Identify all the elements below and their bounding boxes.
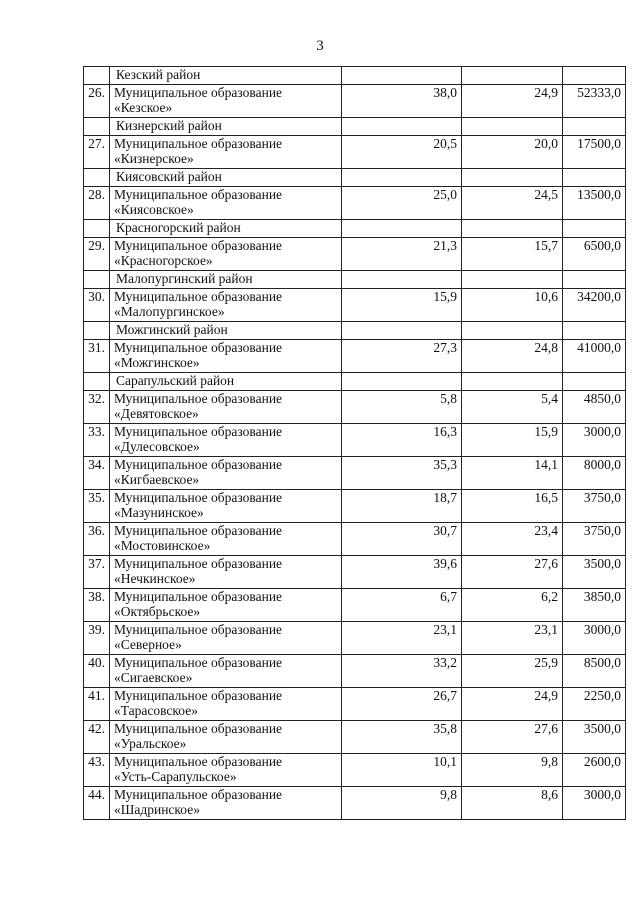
value-cell-1 <box>342 220 462 238</box>
entity-type: Муниципальное образование <box>114 754 283 769</box>
row-number: 40. <box>84 655 110 688</box>
entity-type: Муниципальное образование <box>114 523 283 538</box>
entity-name <box>110 787 342 820</box>
row-number: 26. <box>84 85 110 118</box>
value-cell-2: 15,9 <box>462 424 563 457</box>
entity-name <box>110 589 342 622</box>
value-cell-2: 24,9 <box>462 688 563 721</box>
entity-type: Муниципальное образование <box>114 457 283 472</box>
value-cell-1 <box>342 118 462 136</box>
value-cell-1 <box>342 169 462 187</box>
district-name: Сарапульский район <box>110 373 342 391</box>
value-cell-1: 39,6 <box>342 556 462 589</box>
entity-title: «Дулесовское» <box>114 439 200 454</box>
value-cell-3: 3750,0 <box>563 523 626 556</box>
district-name: Красногорский район <box>110 220 342 238</box>
entity-title: «Девятовское» <box>114 406 199 421</box>
value-cell-1 <box>342 271 462 289</box>
value-cell-3 <box>563 322 626 340</box>
district-name: Можгинский район <box>110 322 342 340</box>
district-row <box>84 118 626 136</box>
value-cell-1: 35,8 <box>342 721 462 754</box>
value-cell-2: 20,0 <box>462 136 563 169</box>
entity-title: «Кезское» <box>114 100 173 115</box>
entity-name <box>110 340 342 373</box>
value-cell-2 <box>462 220 563 238</box>
table-row <box>84 622 626 655</box>
table-row <box>84 490 626 523</box>
value-cell-3: 17500,0 <box>563 136 626 169</box>
district-name: Кезский район <box>110 67 342 85</box>
table-row <box>84 556 626 589</box>
entity-type: Муниципальное образование <box>114 187 283 202</box>
entity-type: Муниципальное образование <box>114 787 283 802</box>
entity-name <box>110 238 342 271</box>
value-cell-2 <box>462 118 563 136</box>
value-cell-1: 26,7 <box>342 688 462 721</box>
district-name: Малопургинский район <box>110 271 342 289</box>
table-row <box>84 187 626 220</box>
entity-type: Муниципальное образование <box>114 136 283 151</box>
value-cell-2: 24,9 <box>462 85 563 118</box>
district-name: Киясовский район <box>110 169 342 187</box>
value-cell-3 <box>563 118 626 136</box>
value-cell-3: 2600,0 <box>563 754 626 787</box>
row-number: 30. <box>84 289 110 322</box>
row-number: 41. <box>84 688 110 721</box>
table-row <box>84 289 626 322</box>
row-number: 28. <box>84 187 110 220</box>
row-number-cell <box>84 373 110 391</box>
value-cell-1: 21,3 <box>342 238 462 271</box>
value-cell-1: 25,0 <box>342 187 462 220</box>
value-cell-2: 24,8 <box>462 340 563 373</box>
table-row <box>84 136 626 169</box>
row-number: 35. <box>84 490 110 523</box>
entity-title: «Мостовинское» <box>114 538 211 553</box>
value-cell-3: 34200,0 <box>563 289 626 322</box>
table-row <box>84 589 626 622</box>
entity-title: «Мазунинское» <box>114 505 204 520</box>
table-row <box>84 391 626 424</box>
table-row <box>84 457 626 490</box>
district-row <box>84 169 626 187</box>
value-cell-2: 27,6 <box>462 556 563 589</box>
row-number: 38. <box>84 589 110 622</box>
table-body <box>84 67 626 820</box>
entity-name <box>110 289 342 322</box>
row-number: 32. <box>84 391 110 424</box>
district-row <box>84 271 626 289</box>
entity-name <box>110 490 342 523</box>
page-number: 3 <box>316 38 324 54</box>
value-cell-2: 25,9 <box>462 655 563 688</box>
district-name: Кизнерский район <box>110 118 342 136</box>
value-cell-1: 15,9 <box>342 289 462 322</box>
value-cell-3: 3500,0 <box>563 721 626 754</box>
value-cell-2 <box>462 373 563 391</box>
value-cell-1 <box>342 67 462 85</box>
row-number-cell <box>84 322 110 340</box>
entity-title: «Тарасовское» <box>114 703 198 718</box>
row-number: 34. <box>84 457 110 490</box>
value-cell-1: 23,1 <box>342 622 462 655</box>
value-cell-3: 3500,0 <box>563 556 626 589</box>
value-cell-3: 3000,0 <box>563 424 626 457</box>
value-cell-1: 6,7 <box>342 589 462 622</box>
entity-name <box>110 721 342 754</box>
row-number: 37. <box>84 556 110 589</box>
value-cell-3: 4850,0 <box>563 391 626 424</box>
entity-title: «Киясовское» <box>114 202 194 217</box>
entity-type: Муниципальное образование <box>114 655 283 670</box>
value-cell-2 <box>462 322 563 340</box>
table-row <box>84 340 626 373</box>
entity-type: Муниципальное образование <box>114 556 283 571</box>
district-row <box>84 220 626 238</box>
row-number: 36. <box>84 523 110 556</box>
value-cell-2: 27,6 <box>462 721 563 754</box>
entity-title: «Северное» <box>114 637 182 652</box>
table-row <box>84 754 626 787</box>
table-row <box>84 85 626 118</box>
value-cell-2 <box>462 271 563 289</box>
value-cell-2: 23,4 <box>462 523 563 556</box>
entity-name <box>110 391 342 424</box>
value-cell-2: 16,5 <box>462 490 563 523</box>
row-number: 42. <box>84 721 110 754</box>
entity-title: «Красногорское» <box>114 253 213 268</box>
row-number: 33. <box>84 424 110 457</box>
entity-type: Муниципальное образование <box>114 589 283 604</box>
value-cell-2: 15,7 <box>462 238 563 271</box>
value-cell-3 <box>563 220 626 238</box>
value-cell-3: 8000,0 <box>563 457 626 490</box>
value-cell-3 <box>563 373 626 391</box>
value-cell-2: 14,1 <box>462 457 563 490</box>
entity-title: «Усть-Сарапульское» <box>114 769 237 784</box>
entity-type: Муниципальное образование <box>114 238 283 253</box>
entity-name <box>110 754 342 787</box>
value-cell-2: 8,6 <box>462 787 563 820</box>
entity-title: «Кигбаевское» <box>114 472 200 487</box>
row-number-cell <box>84 169 110 187</box>
table-row <box>84 424 626 457</box>
value-cell-2: 24,5 <box>462 187 563 220</box>
value-cell-3: 3750,0 <box>563 490 626 523</box>
value-cell-3 <box>563 271 626 289</box>
value-cell-2 <box>462 67 563 85</box>
row-number: 39. <box>84 622 110 655</box>
value-cell-3 <box>563 67 626 85</box>
municipal-table <box>83 66 626 820</box>
row-number-cell <box>84 220 110 238</box>
row-number: 43. <box>84 754 110 787</box>
entity-name <box>110 523 342 556</box>
value-cell-3: 3000,0 <box>563 622 626 655</box>
table-row <box>84 523 626 556</box>
value-cell-1: 27,3 <box>342 340 462 373</box>
entity-name <box>110 655 342 688</box>
entity-type: Муниципальное образование <box>114 391 283 406</box>
value-cell-3: 3850,0 <box>563 589 626 622</box>
value-cell-1 <box>342 373 462 391</box>
table-row <box>84 688 626 721</box>
table-row <box>84 787 626 820</box>
value-cell-1: 18,7 <box>342 490 462 523</box>
district-row <box>84 373 626 391</box>
value-cell-3: 3000,0 <box>563 787 626 820</box>
table-row <box>84 238 626 271</box>
value-cell-3: 13500,0 <box>563 187 626 220</box>
value-cell-3: 52333,0 <box>563 85 626 118</box>
value-cell-3: 41000,0 <box>563 340 626 373</box>
entity-title: «Кизнерское» <box>114 151 194 166</box>
entity-name <box>110 457 342 490</box>
entity-name <box>110 85 342 118</box>
entity-type: Муниципальное образование <box>114 721 283 736</box>
entity-type: Муниципальное образование <box>114 622 283 637</box>
entity-name <box>110 424 342 457</box>
value-cell-1 <box>342 322 462 340</box>
entity-type: Муниципальное образование <box>114 289 283 304</box>
entity-title: «Можгинское» <box>114 355 200 370</box>
value-cell-3 <box>563 169 626 187</box>
value-cell-2: 5,4 <box>462 391 563 424</box>
entity-name <box>110 622 342 655</box>
value-cell-1: 20,5 <box>342 136 462 169</box>
value-cell-1: 16,3 <box>342 424 462 457</box>
value-cell-2: 23,1 <box>462 622 563 655</box>
value-cell-1: 35,3 <box>342 457 462 490</box>
row-number: 31. <box>84 340 110 373</box>
entity-name <box>110 688 342 721</box>
entity-title: «Шадринское» <box>114 802 200 817</box>
entity-title: «Октябрьское» <box>114 604 201 619</box>
value-cell-3: 2250,0 <box>563 688 626 721</box>
value-cell-1: 30,7 <box>342 523 462 556</box>
value-cell-2: 9,8 <box>462 754 563 787</box>
district-row <box>84 322 626 340</box>
value-cell-1: 9,8 <box>342 787 462 820</box>
entity-type: Муниципальное образование <box>114 340 283 355</box>
entity-name <box>110 556 342 589</box>
row-number: 27. <box>84 136 110 169</box>
entity-name <box>110 136 342 169</box>
entity-title: «Уральское» <box>114 736 187 751</box>
value-cell-1: 33,2 <box>342 655 462 688</box>
entity-name <box>110 187 342 220</box>
value-cell-2 <box>462 169 563 187</box>
value-cell-2: 6,2 <box>462 589 563 622</box>
entity-type: Муниципальное образование <box>114 85 283 100</box>
district-row <box>84 67 626 85</box>
entity-type: Муниципальное образование <box>114 688 283 703</box>
row-number-cell <box>84 118 110 136</box>
entity-title: «Нечкинское» <box>114 571 196 586</box>
row-number-cell <box>84 67 110 85</box>
entity-title: «Малопургинское» <box>114 304 225 319</box>
value-cell-1: 10,1 <box>342 754 462 787</box>
value-cell-3: 6500,0 <box>563 238 626 271</box>
entity-title: «Сигаевское» <box>114 670 193 685</box>
table-row <box>84 721 626 754</box>
row-number: 29. <box>84 238 110 271</box>
value-cell-2: 10,6 <box>462 289 563 322</box>
row-number-cell <box>84 271 110 289</box>
value-cell-3: 8500,0 <box>563 655 626 688</box>
entity-type: Муниципальное образование <box>114 424 283 439</box>
entity-type: Муниципальное образование <box>114 490 283 505</box>
value-cell-1: 5,8 <box>342 391 462 424</box>
table-row <box>84 655 626 688</box>
row-number: 44. <box>84 787 110 820</box>
value-cell-1: 38,0 <box>342 85 462 118</box>
